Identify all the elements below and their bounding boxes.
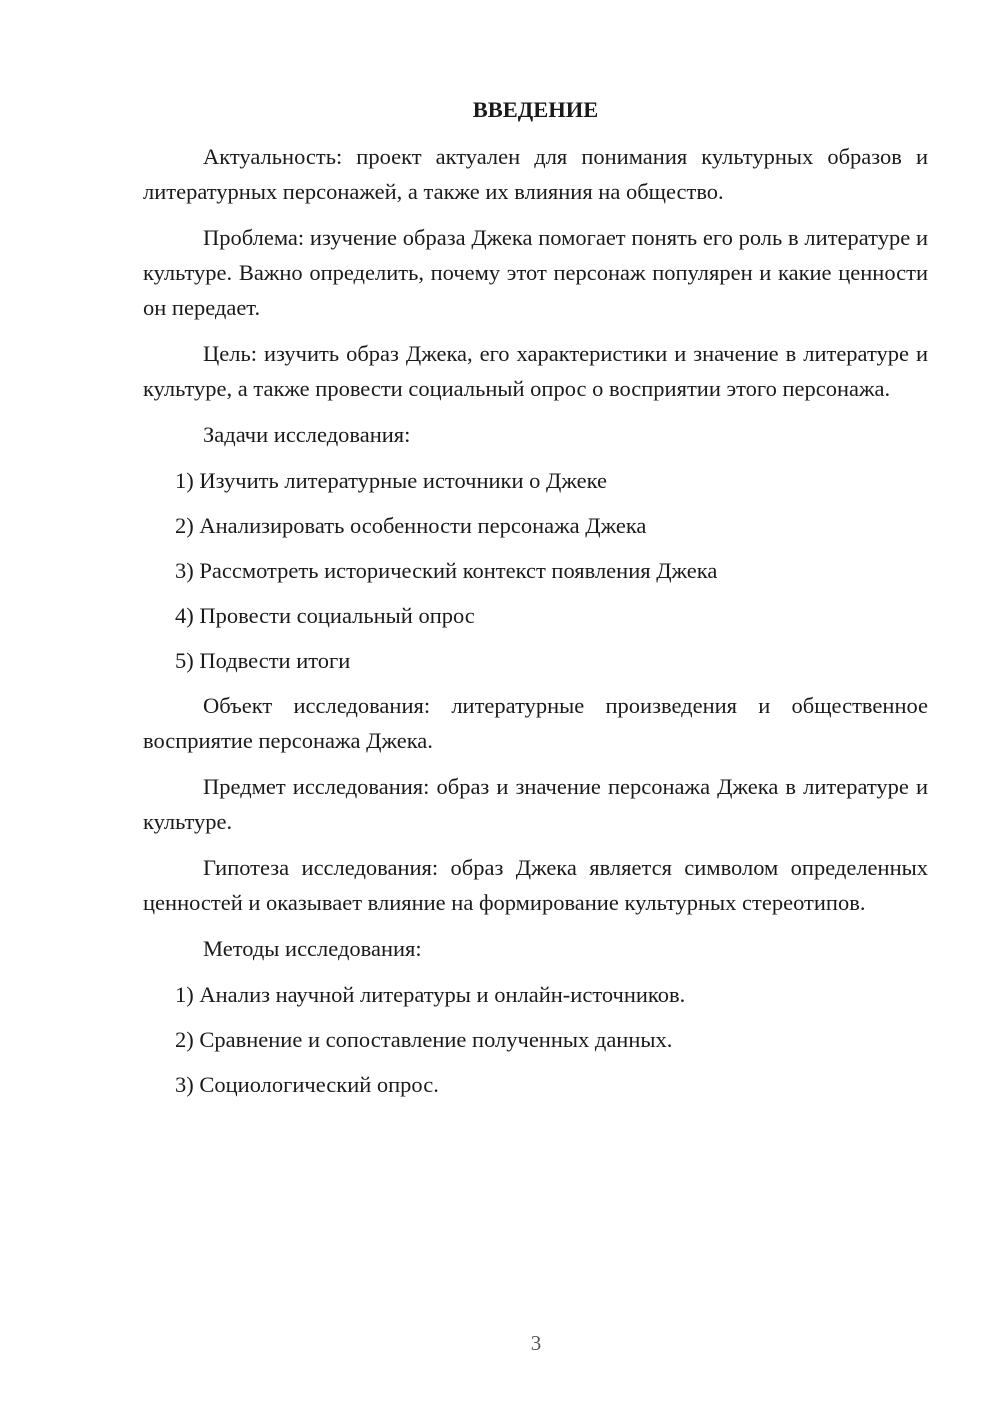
object-paragraph: Объект исследования: литературные произведения и общественное восприятие персонажа Джека.: [143, 693, 928, 753]
page-content: [143, 92, 928, 1112]
tasks-list: [143, 463, 928, 678]
list-item: 1) Анализ научной литературы и онлайн-источников.: [175, 982, 686, 1007]
methods-title: Методы исследования:: [203, 936, 422, 961]
list-item: 3) Социологический опрос.: [175, 1072, 439, 1097]
list-item: 2) Анализировать особенности персонажа Джека: [175, 513, 647, 538]
problem-paragraph: Проблема: изучение образа Джека помогает понять его роль в литературе и культуре. Важно определить, почему этот персонаж популярен и какие ценности он передает.: [143, 225, 928, 320]
goal-paragraph: Цель: изучить образ Джека, его характеристики и значение в литературе и культуре, а также провести социальный опрос о восприятии этого персонажа.: [143, 341, 928, 401]
list-item: 2) Сравнение и сопоставление полученных данных.: [175, 1027, 673, 1052]
list-item: 4) Провести социальный опрос: [175, 603, 475, 628]
list-item: 5) Подвести итоги: [175, 648, 351, 673]
subject-paragraph: Предмет исследования: образ и значение персонажа Джека в литературе и культуре.: [143, 774, 928, 834]
tasks-title: Задачи исследования:: [203, 422, 411, 447]
hypothesis-paragraph: Гипотеза исследования: образ Джека является символом определенных ценностей и оказывает влияние на формирование культурных стереотипов.: [143, 855, 928, 915]
section-heading: ВВЕДЕНИЕ: [472, 97, 599, 122]
list-item: 1) Изучить литературные источники о Джеке: [175, 468, 607, 493]
methods-list: [143, 977, 928, 1102]
list-item: 3) Рассмотреть исторический контекст появления Джека: [175, 558, 718, 583]
page-number: 3: [530, 1331, 542, 1355]
relevance-paragraph: Актуальность: проект актуален для понимания культурных образов и литературных персонажей, а также их влияния на общество.: [143, 144, 928, 204]
